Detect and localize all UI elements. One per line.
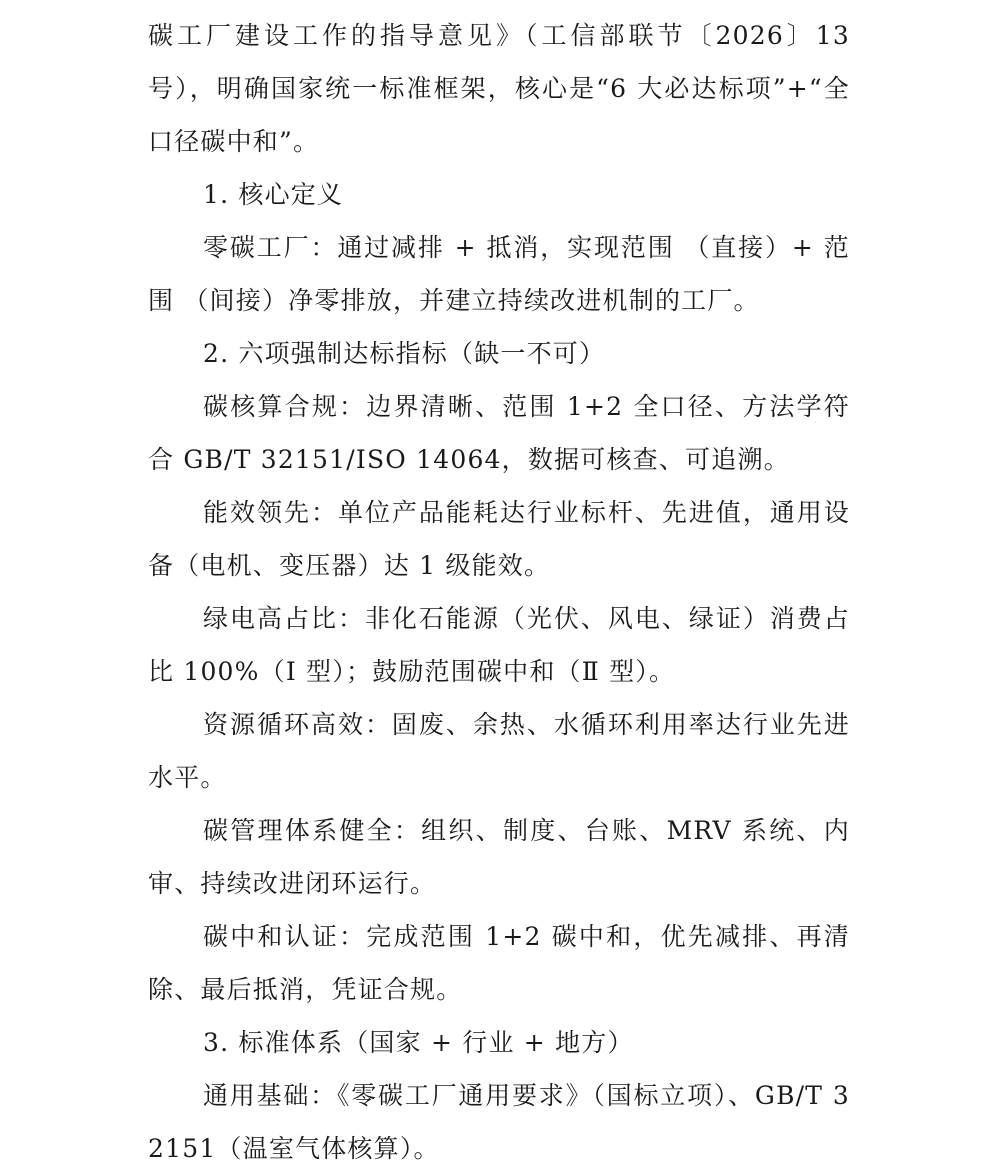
heading-core-definition: 1. 核心定义: [203, 180, 344, 209]
heading-standard-system: 3. 标准体系（国家 + 行业 + 地方）: [203, 1028, 634, 1057]
paragraph-zero-carbon-factory: 零碳工厂：通过减排 + 抵消，实现范围 （直接）+ 范围 （间接）净零排放，并建立持续改进机制的工厂。: [148, 233, 850, 315]
paragraph-green-power: 绿电高占比：非化石能源（光伏、风电、绿证）消费占比 100%（Ⅰ 型）；鼓励范围碳中和（Ⅱ 型）。: [148, 604, 850, 686]
paragraph-intro-continuation: 碳工厂建设工作的指导意见》（工信部联节〔2026〕13 号），明确国家统一标准框架，核心是“6 大必达标项”+“全口径碳中和”。: [148, 21, 850, 156]
paragraph-general-basis: 通用基础：《零碳工厂通用要求》（国标立项）、GB/T 32151（温室气体核算）。: [148, 1081, 850, 1163]
paragraph-carbon-neutral-certification: 碳中和认证：完成范围 1+2 碳中和，优先减排、再清除、最后抵消，凭证合规。: [148, 922, 850, 1004]
paragraph-resource-recycling: 资源循环高效：固废、余热、水循环利用率达行业先进水平。: [148, 710, 850, 792]
paragraph-carbon-management: 碳管理体系健全：组织、制度、台账、MRV 系统、内审、持续改进闭环运行。: [148, 816, 850, 898]
paragraph-carbon-accounting: 碳核算合规：边界清晰、范围 1+2 全口径、方法学符合 GB/T 32151/ISO 14064，数据可核查、可追溯。: [148, 392, 850, 474]
document-body: [148, 9, 850, 1175]
paragraph-energy-efficiency: 能效领先：单位产品能耗达行业标杆、先进值，通用设备（电机、变压器）达 1 级能效。: [148, 498, 850, 580]
heading-six-indicators: 2. 六项强制达标指标（缺一不可）: [203, 339, 606, 368]
